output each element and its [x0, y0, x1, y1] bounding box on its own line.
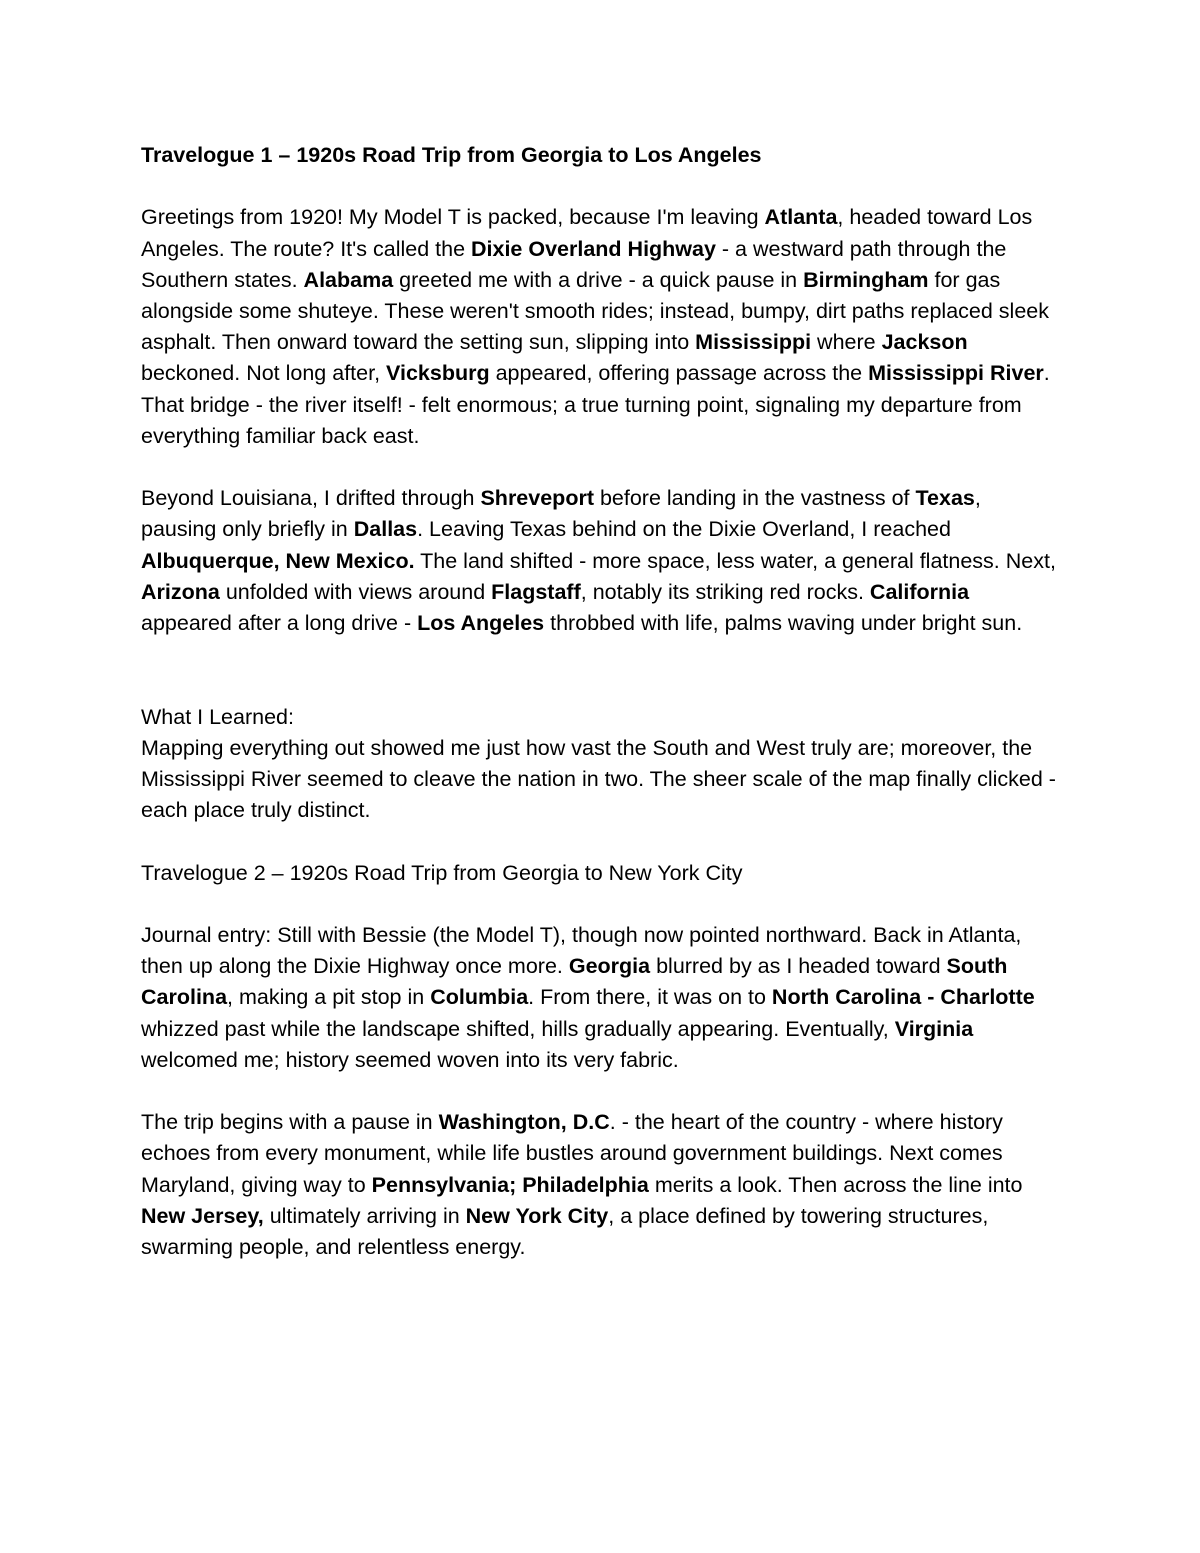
blank-line — [141, 670, 1061, 701]
text-run: , notably its striking red rocks. — [580, 579, 870, 604]
text-run: , headed toward Los Angeles. The route? It's called the — [141, 205, 1033, 261]
text-run: appeared after a long drive - — [141, 611, 418, 636]
text-run: . From there, it was on to — [528, 985, 772, 1010]
bold-place-name: Los Angeles — [417, 611, 545, 636]
travelogue-2-title: Travelogue 2 – 1920s Road Trip from Georgia to New York City — [141, 860, 743, 885]
bold-place-name: Albuquerque, New Mexico. — [141, 548, 415, 573]
bold-place-name: Atlanta — [764, 205, 838, 230]
text-run: Greetings from 1920! My Model T is packed, because I'm leaving — [141, 205, 765, 230]
text-run: throbbed with life, palms waving under bright sun. — [544, 611, 1023, 636]
text-run: whizzed past while the landscape shifted, hills gradually appearing. Eventually, — [141, 1016, 895, 1041]
bold-place-name: Mississippi River — [868, 361, 1044, 386]
bold-place-name: Dallas — [353, 517, 418, 542]
text-run: appeared, offering passage across the — [489, 361, 869, 386]
text-run: - a westward path through the Southern states. — [141, 236, 1007, 292]
bold-place-name: Georgia — [568, 954, 651, 979]
bold-place-name: California — [869, 579, 970, 604]
text-run: Journal entry: Still with Bessie (the Model T), though now pointed northward. Back in Atlanta, then up along the Dixie Highway once more. — [141, 922, 1022, 979]
text-run: . - the heart of the country - where history echoes from every monument, while life bustles around government buildings. Next comes Maryland, giving way to — [141, 1110, 1003, 1197]
travelogue-2-paragraph-2 — [141, 1107, 1061, 1263]
travelogue-2-paragraph-1 — [141, 920, 1061, 1076]
text-run: , a place defined by towering structures, swarming people, and relentless energy. — [141, 1203, 989, 1259]
text-run: The land shifted - more space, less water, a general flatness. Next, — [414, 548, 1056, 573]
bold-place-name: North Carolina - Charlotte — [771, 985, 1035, 1010]
document-page — [141, 140, 1061, 1294]
bold-place-name: Columbia — [430, 985, 529, 1010]
text-run: for gas alongside some shuteye. These weren't smooth rides; instead, bumpy, dirt paths replaced sleek asphalt. Then onward toward the setting sun, slipping into — [141, 267, 1049, 355]
text-run: , making a pit stop in — [227, 985, 431, 1010]
bold-place-name: Pennsylvania; Philadelphia — [371, 1172, 649, 1197]
bold-place-name: New York City — [465, 1203, 609, 1228]
text-run: before landing in the vastness of — [593, 486, 916, 511]
bold-place-name: Arizona — [141, 579, 220, 604]
text-run: Beyond Louisiana, I drifted through — [141, 486, 481, 511]
travelogue-1-title: Travelogue 1 – 1920s Road Trip from Georgia to Los Angeles — [141, 143, 762, 167]
text-run: ultimately arriving in — [263, 1203, 466, 1228]
bold-place-name: Texas — [915, 486, 975, 511]
text-run: merits a look. Then across the line into — [648, 1172, 1023, 1197]
bold-place-name: South Carolina — [141, 954, 1008, 1010]
text-run: blurred by as I headed toward — [650, 954, 947, 979]
travelogue-1-paragraph-1 — [141, 202, 1061, 452]
text-run: , pausing only briefly in — [141, 486, 981, 542]
text-run: welcomed me; history seemed woven into its very fabric. — [141, 1047, 679, 1072]
what-i-learned-text: Mapping everything out showed me just how vast the South and West truly are; moreover, the Mississippi River seemed to cleave the nation in two. The sheer scale of the map finally clicked - each place truly distinct. — [141, 735, 1056, 823]
bold-place-name: Washington, D.C — [438, 1110, 610, 1135]
bold-place-name: Shreveport — [480, 486, 594, 511]
text-run: where — [811, 330, 882, 355]
text-run: greeted me with a drive - a quick pause in — [393, 267, 804, 292]
bold-place-name: New Jersey, — [141, 1203, 264, 1228]
text-run: . Leaving Texas behind on the Dixie Overland, I reached — [417, 517, 951, 542]
text-run: unfolded with views around — [219, 579, 492, 604]
bold-place-name: Birmingham — [803, 267, 929, 292]
text-run: . That bridge - the river itself! - felt enormous; a true turning point, signaling my departure from everything familiar back east. — [141, 361, 1050, 448]
text-run: The trip begins with a pause in — [141, 1110, 439, 1135]
text-run: beckoned. Not long after, — [141, 361, 387, 386]
bold-place-name: Mississippi — [695, 330, 812, 355]
bold-place-name: Dixie Overland Highway — [471, 236, 716, 261]
bold-place-name: Virginia — [894, 1016, 974, 1041]
bold-place-name: Alabama — [303, 267, 394, 292]
bold-place-name: Jackson — [881, 330, 968, 355]
bold-place-name: Flagstaff — [491, 579, 581, 604]
travelogue-1-paragraph-2 — [141, 483, 1061, 639]
what-i-learned-heading: What I Learned: — [141, 704, 294, 729]
bold-place-name: Vicksburg — [386, 361, 490, 386]
